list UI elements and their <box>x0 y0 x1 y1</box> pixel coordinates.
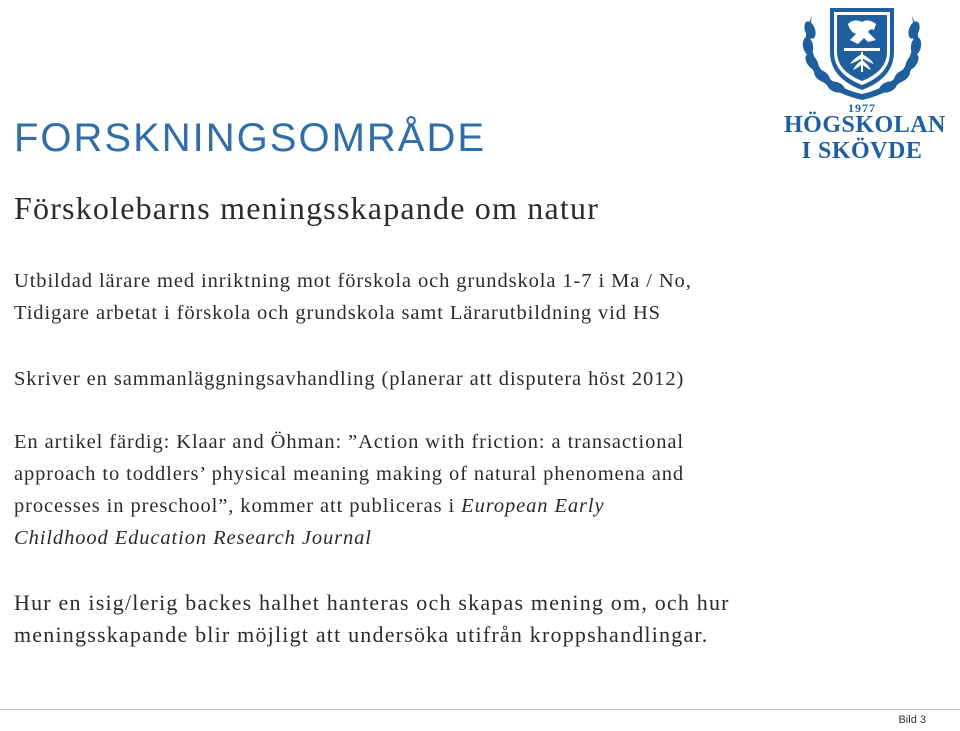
logo-year: 1977 <box>848 101 876 115</box>
footer-divider <box>0 709 960 710</box>
education-line-2: Tidigare arbetat i förskola och grundskola samt Lärarutbildning vid HS <box>14 302 661 324</box>
thesis-line: Skriver en sammanläggningsavhandling (planerar att disputera höst 2012) <box>14 368 685 390</box>
research-question-paragraph <box>14 587 914 651</box>
slide-number: Bild 3 <box>898 714 926 726</box>
logo-name-line-1: HÖGSKOLAN <box>784 112 946 138</box>
article-paragraph <box>14 426 914 554</box>
education-line-1: Utbildad lärare med inriktning mot förskola och grundskola 1-7 i Ma / No, <box>14 270 692 292</box>
article-line-1: En artikel färdig: Klaar and Öhman: ”Action with friction: a transactional <box>14 431 684 453</box>
research-line-2: meningsskapande blir möjligt att undersöka utifrån kroppshandlingar. <box>14 622 709 647</box>
journal-title-part-2: Childhood Education Research Journal <box>14 527 372 549</box>
logo-name-line-2: I SKÖVDE <box>801 138 923 164</box>
slide-heading: FORSKNINGSOMRÅDE <box>14 116 487 160</box>
university-logo <box>784 0 946 170</box>
article-line-2: approach to toddlers’ physical meaning making of natural phenomena and <box>14 463 685 485</box>
education-paragraph <box>14 265 914 329</box>
article-line-3 <box>14 490 914 522</box>
article-line-3-text: processes in preschool”, kommer att publiceras i <box>14 495 462 517</box>
shield-crest-icon <box>784 0 940 104</box>
slide-subheading: Förskolebarns meningsskapande om natur <box>14 190 600 226</box>
research-line-1: Hur en isig/lerig backes halhet hanteras och skapas mening om, och hur <box>14 590 730 615</box>
thesis-paragraph <box>14 363 914 395</box>
journal-title-part-1: European Early <box>461 495 605 517</box>
